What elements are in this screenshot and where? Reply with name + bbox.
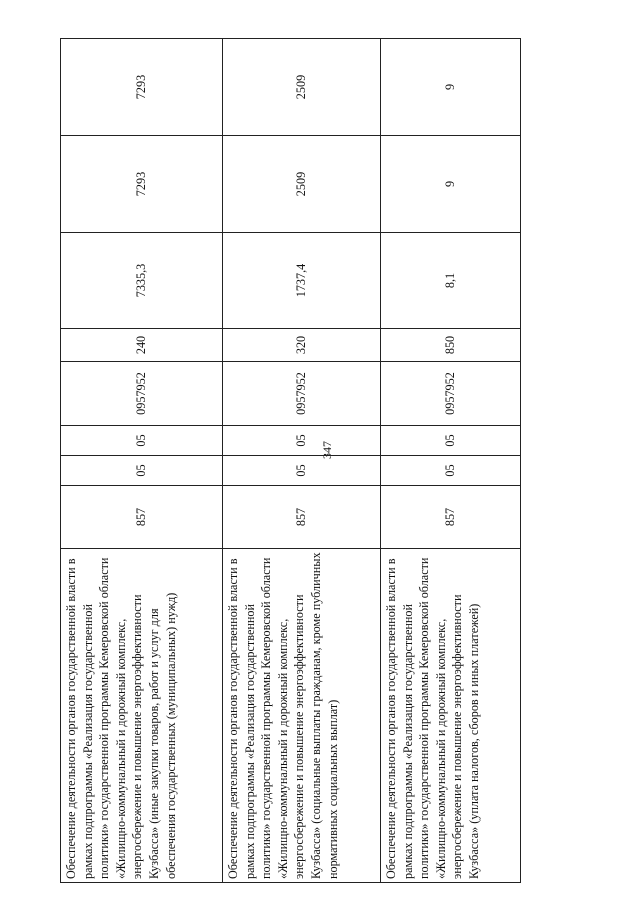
row-description: Обеспечение деятельности органов государственной власти в рамках подпрограммы «Реализация государственной политики» государственной программы Кемеровской области «Жилищно-коммунальный и дорожный комплекс, энергосбережение и повышение энергоэффективности Кузбасса» (иные закупки товаров, работ и услуг для обеспечения государственных (муниципальных) нужд) bbox=[61, 549, 223, 883]
rotated-table-container bbox=[60, 39, 520, 883]
page-number: 347 bbox=[320, 441, 334, 459]
budget-table bbox=[60, 38, 521, 883]
expense-type-cell: 320 bbox=[223, 329, 381, 362]
ministry-code-cell: 857 bbox=[223, 486, 381, 549]
ministry-code-cell: 857 bbox=[61, 486, 223, 549]
section-cell: 05 bbox=[381, 456, 521, 486]
table-row bbox=[381, 39, 521, 883]
target-article-cell: 0957952 bbox=[223, 362, 381, 426]
amount-year3-cell: 9 bbox=[381, 39, 521, 136]
amount-year1-cell: 7335,3 bbox=[61, 233, 223, 329]
row-description: Обеспечение деятельности органов государственной власти в рамках подпрограммы «Реализация государственной политики» государственной программы Кемеровской области «Жилищно-коммунальный и дорожный комплекс, энергосбережение и повышение энергоэффективности Кузбасса» (социальные выплаты гражданам, кроме публичных нормативных социальных выплат) bbox=[223, 549, 381, 883]
table-row bbox=[61, 39, 223, 883]
subsection-cell: 05 bbox=[381, 426, 521, 456]
row-description: Обеспечение деятельности органов государственной власти в рамках подпрограммы «Реализация государственной политики» государственной программы Кемеровской области «Жилищно-коммунальный и дорожный комплекс, энергосбережение и повышение энергоэффективности Кузбасса» (уплата налогов, сборов и иных платежей) bbox=[381, 549, 521, 883]
amount-year1-cell: 8,1 bbox=[381, 233, 521, 329]
expense-type-cell: 850 bbox=[381, 329, 521, 362]
amount-year3-cell: 7293 bbox=[61, 39, 223, 136]
section-cell: 05 bbox=[223, 456, 381, 486]
section-cell: 05 bbox=[61, 456, 223, 486]
subsection-cell: 05 bbox=[223, 426, 381, 456]
amount-year2-cell: 9 bbox=[381, 136, 521, 233]
amount-year2-cell: 2509 bbox=[223, 136, 381, 233]
expense-type-cell: 240 bbox=[61, 329, 223, 362]
ministry-code-cell: 857 bbox=[381, 486, 521, 549]
amount-year3-cell: 2509 bbox=[223, 39, 381, 136]
amount-year1-cell: 1737,4 bbox=[223, 233, 381, 329]
target-article-cell: 0957952 bbox=[61, 362, 223, 426]
target-article-cell: 0957952 bbox=[381, 362, 521, 426]
table-row bbox=[223, 39, 381, 883]
subsection-cell: 05 bbox=[61, 426, 223, 456]
amount-year2-cell: 7293 bbox=[61, 136, 223, 233]
